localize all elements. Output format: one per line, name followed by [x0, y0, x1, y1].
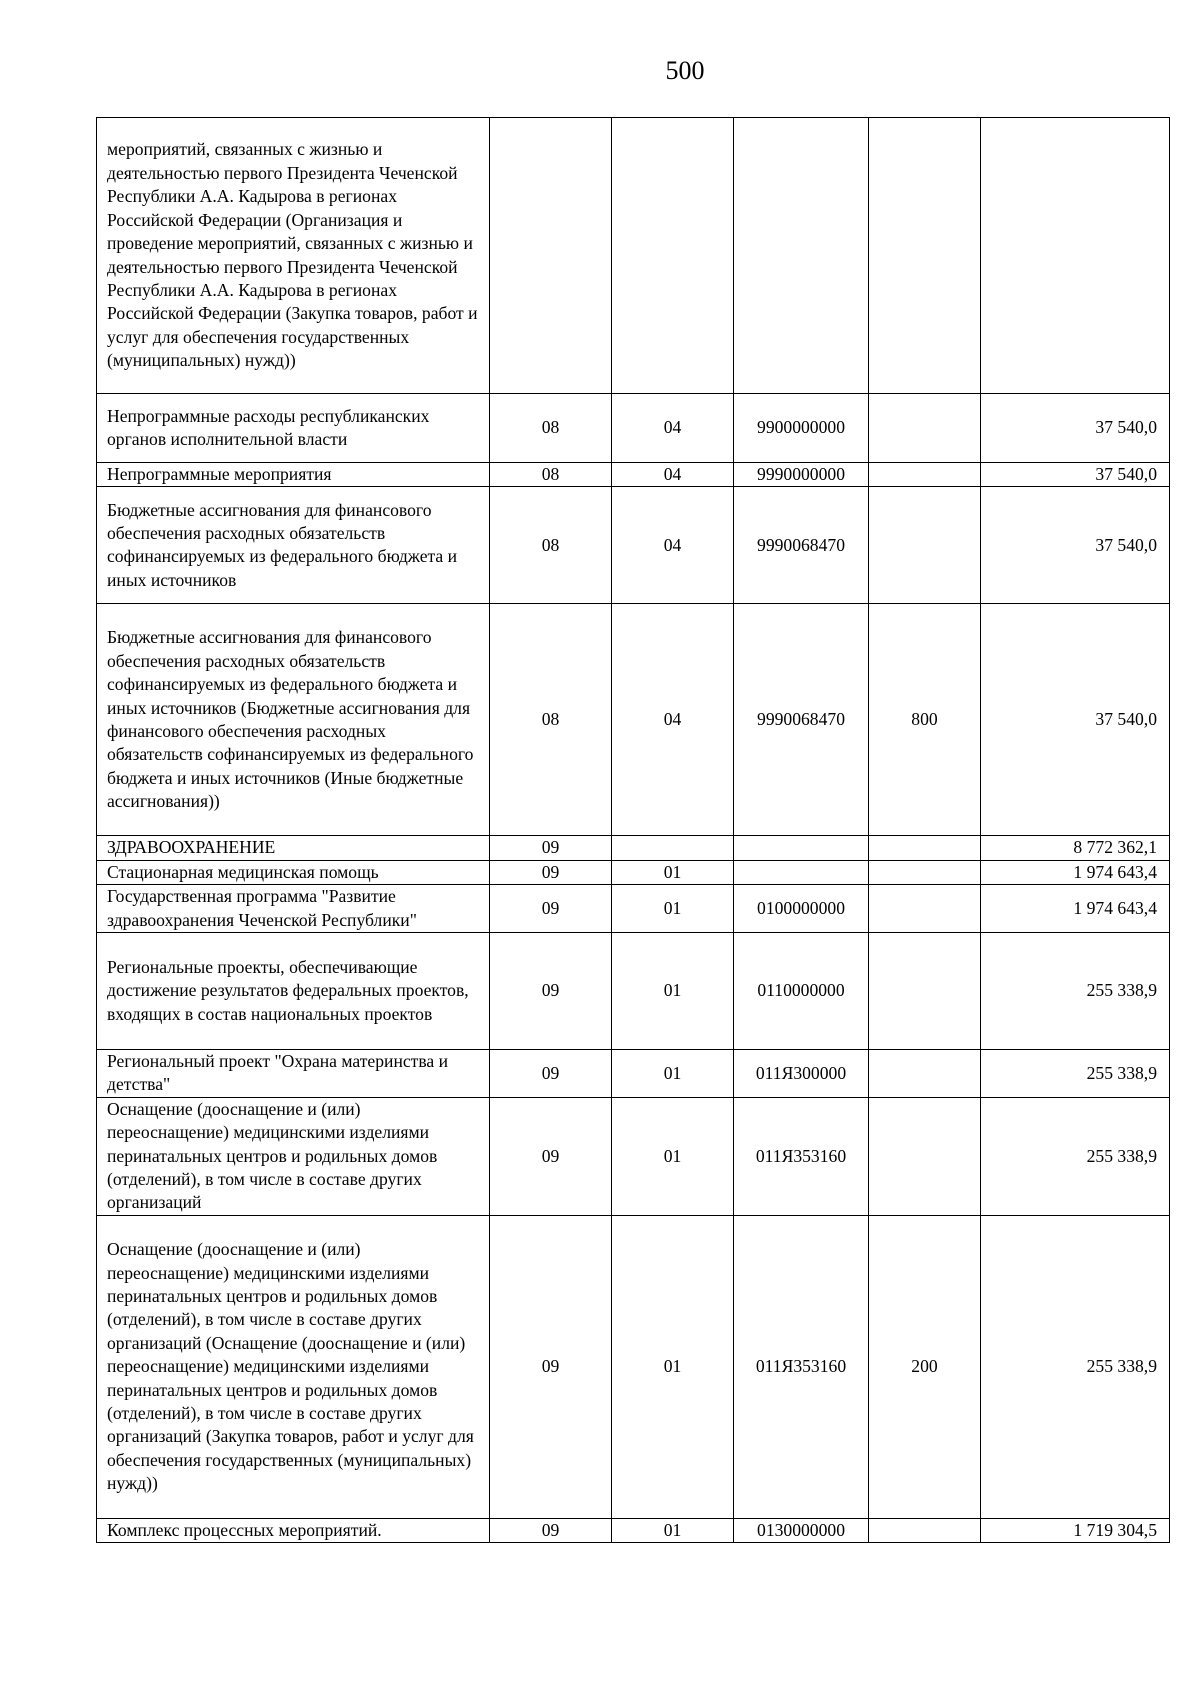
item-name-cell: ЗДРАВООХРАНЕНИЕ: [97, 836, 490, 860]
subsection-code-cell: [612, 118, 734, 394]
table-row: [97, 1518, 1170, 1542]
target-article-cell: 9990068470: [734, 487, 869, 604]
page-number: 500: [665, 56, 705, 85]
table-row: [97, 604, 1170, 836]
table-row: [97, 394, 1170, 463]
table-row: [97, 1097, 1170, 1215]
subsection-code-cell: 01: [612, 1097, 734, 1215]
item-name-cell: Непрограммные мероприятия: [97, 463, 490, 487]
expense-type-cell: [869, 463, 981, 487]
item-name-cell: Непрограммные расходы республиканских органов исполнительной власти: [97, 394, 490, 463]
subsection-code-cell: 04: [612, 463, 734, 487]
item-name-cell: Оснащение (дооснащение и (или) переоснащение) медицинскими изделиями перинатальных центров и родильных домов (отделений), в том числе в составе других организаций: [97, 1097, 490, 1215]
target-article-cell: 011Я300000: [734, 1050, 869, 1098]
section-code-cell: 09: [490, 1518, 612, 1542]
expense-type-cell: [869, 836, 981, 860]
subsection-code-cell: 01: [612, 1518, 734, 1542]
expense-type-cell: [869, 1518, 981, 1542]
amount-cell: 37 540,0: [981, 604, 1170, 836]
target-article-cell: 0110000000: [734, 933, 869, 1050]
table-row: [97, 1215, 1170, 1518]
item-name-cell: Государственная программа "Развитие здравоохранения Чеченской Республики": [97, 885, 490, 933]
table-row: [97, 885, 1170, 933]
expense-type-cell: [869, 487, 981, 604]
section-code-cell: [490, 118, 612, 394]
expense-type-cell: [869, 394, 981, 463]
item-name-cell: мероприятий, связанных с жизнью и деятельностью первого Президента Чеченской Республики А.А. Кадырова в регионах Российской Федерации (Организация и проведение мероприятий, связанных с жизнью и деятельностью первого Президента Чеченской Республики А.А. Кадырова в регионах Российской Федерации (Закупка товаров, работ и услуг для обеспечения государственных (муниципальных) нужд)): [97, 118, 490, 394]
expense-type-cell: [869, 860, 981, 884]
target-article-cell: 9990068470: [734, 604, 869, 836]
expense-type-cell: [869, 1097, 981, 1215]
section-code-cell: 08: [490, 394, 612, 463]
amount-cell: 255 338,9: [981, 1215, 1170, 1518]
subsection-code-cell: 01: [612, 885, 734, 933]
amount-cell: 1 974 643,4: [981, 885, 1170, 933]
item-name-cell: Комплекс процессных мероприятий.: [97, 1518, 490, 1542]
amount-cell: 37 540,0: [981, 487, 1170, 604]
expense-type-cell: [869, 885, 981, 933]
amount-cell: 1 719 304,5: [981, 1518, 1170, 1542]
section-code-cell: 09: [490, 836, 612, 860]
expense-type-cell: [869, 1050, 981, 1098]
expense-type-cell: 200: [869, 1215, 981, 1518]
expense-type-cell: [869, 118, 981, 394]
target-article-cell: [734, 836, 869, 860]
section-code-cell: 09: [490, 885, 612, 933]
target-article-cell: [734, 860, 869, 884]
amount-cell: 255 338,9: [981, 1097, 1170, 1215]
section-code-cell: 09: [490, 1097, 612, 1215]
subsection-code-cell: 01: [612, 1215, 734, 1518]
table-row: [97, 463, 1170, 487]
target-article-cell: 011Я353160: [734, 1097, 869, 1215]
amount-cell: 1 974 643,4: [981, 860, 1170, 884]
amount-cell: 8 772 362,1: [981, 836, 1170, 860]
item-name-cell: Бюджетные ассигнования для финансового обеспечения расходных обязательств софинансируемых из федерального бюджета и иных источников: [97, 487, 490, 604]
table-row: [97, 118, 1170, 394]
target-article-cell: 9900000000: [734, 394, 869, 463]
amount-cell: 37 540,0: [981, 394, 1170, 463]
subsection-code-cell: 01: [612, 933, 734, 1050]
table-row: [97, 860, 1170, 884]
section-code-cell: 09: [490, 933, 612, 1050]
subsection-code-cell: 04: [612, 604, 734, 836]
table-row: [97, 487, 1170, 604]
item-name-cell: Бюджетные ассигнования для финансового обеспечения расходных обязательств софинансируемых из федерального бюджета и иных источников (Бюджетные ассигнования для финансового обеспечения расходных обязательств софинансируемых из федерального бюджета и иных источников (Иные бюджетные ассигнования)): [97, 604, 490, 836]
amount-cell: 255 338,9: [981, 1050, 1170, 1098]
table-row: [97, 933, 1170, 1050]
section-code-cell: 08: [490, 487, 612, 604]
subsection-code-cell: 04: [612, 487, 734, 604]
budget-table: [96, 117, 1170, 1543]
subsection-code-cell: [612, 836, 734, 860]
item-name-cell: Стационарная медицинская помощь: [97, 860, 490, 884]
target-article-cell: 0100000000: [734, 885, 869, 933]
target-article-cell: [734, 118, 869, 394]
section-code-cell: 08: [490, 604, 612, 836]
section-code-cell: 09: [490, 1215, 612, 1518]
item-name-cell: Региональные проекты, обеспечивающие достижение результатов федеральных проектов, входящих в состав национальных проектов: [97, 933, 490, 1050]
amount-cell: 255 338,9: [981, 933, 1170, 1050]
table-row: [97, 836, 1170, 860]
subsection-code-cell: 04: [612, 394, 734, 463]
subsection-code-cell: 01: [612, 1050, 734, 1098]
target-article-cell: 0130000000: [734, 1518, 869, 1542]
table-body: [97, 118, 1170, 1543]
amount-cell: [981, 118, 1170, 394]
table-row: [97, 1050, 1170, 1098]
section-code-cell: 09: [490, 1050, 612, 1098]
item-name-cell: Региональный проект "Охрана материнства и детства": [97, 1050, 490, 1098]
subsection-code-cell: 01: [612, 860, 734, 884]
expense-type-cell: 800: [869, 604, 981, 836]
section-code-cell: 09: [490, 860, 612, 884]
item-name-cell: Оснащение (дооснащение и (или) переоснащение) медицинскими изделиями перинатальных центров и родильных домов (отделений), в том числе в составе других организаций (Оснащение (дооснащение и (или) переоснащение) медицинскими изделиями перинатальных центров и родильных домов (отделений), в том числе в составе других организаций (Закупка товаров, работ и услуг для обеспечения государственных (муниципальных) нужд)): [97, 1215, 490, 1518]
target-article-cell: 9990000000: [734, 463, 869, 487]
amount-cell: 37 540,0: [981, 463, 1170, 487]
expense-type-cell: [869, 933, 981, 1050]
section-code-cell: 08: [490, 463, 612, 487]
target-article-cell: 011Я353160: [734, 1215, 869, 1518]
